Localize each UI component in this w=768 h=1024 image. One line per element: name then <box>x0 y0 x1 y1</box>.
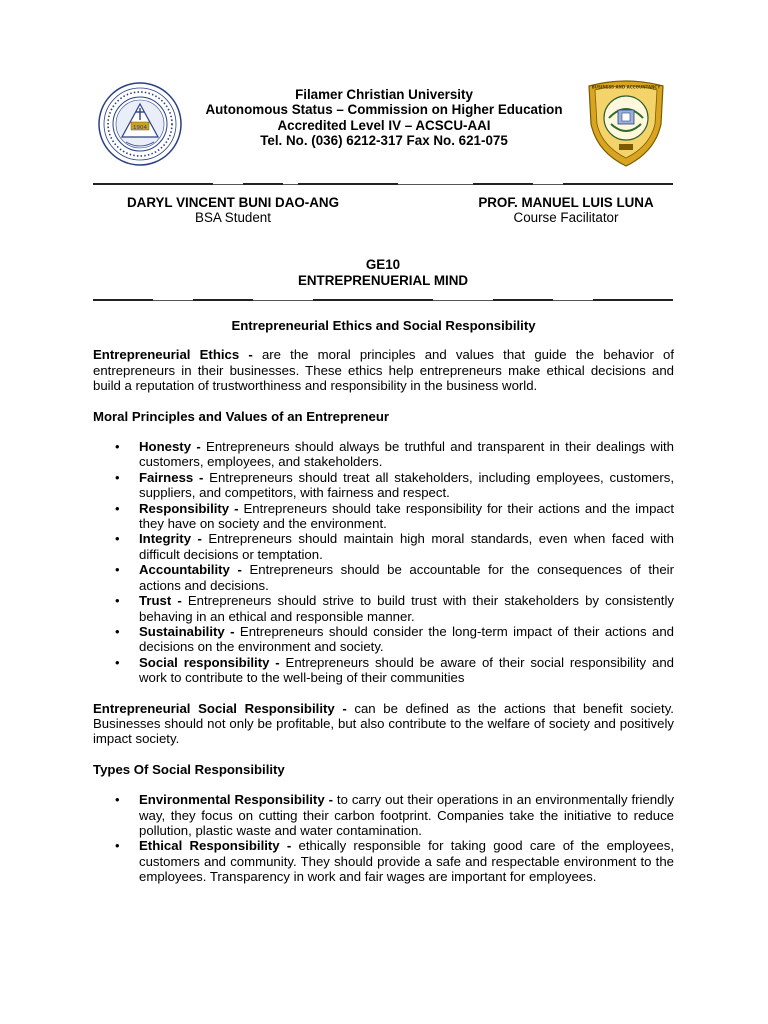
list-item: • Integrity - Entrepreneurs should maintain high moral standards, even when faced with difficult decisions or temptation. <box>115 531 674 562</box>
shield-banner-text: BUSINESS AND ACCOUNTANCY <box>591 84 661 90</box>
principles-heading: Moral Principles and Values of an Entrepreneur <box>93 408 390 424</box>
item-text: Entrepreneurs should treat all stakeholders, including employees, customers, suppliers, and competitors, with fairness and respect. <box>139 469 674 501</box>
types-heading: Types Of Social Responsibility <box>93 761 285 777</box>
csr-term: Entrepreneurial Social Responsibility - <box>93 700 347 716</box>
list-item: • Environmental Responsibility - to carry out their operations in an environmentally friendly way, they focus on cutting their carbon footprint. Companies take the initiative to reduce pollution, plastic waste and water contamination. <box>115 792 675 838</box>
item-term: Integrity - <box>139 531 202 547</box>
list-item: • Social responsibility - Entrepreneurs should be aware of their social responsibility and work to contribute to the well-being of their communities <box>115 654 674 686</box>
university-seal-logo <box>96 82 184 166</box>
facilitator-name: PROF. MANUEL LUIS LUNA <box>478 195 654 210</box>
item-text: Entrepreneurs should be aware of their social responsibility and work to contribute to the well-being of their communities <box>139 654 674 686</box>
item-text: to carry out their operations in an environmentally friendly way, they focus on cutting their carbon footprint. Companies take the initiative to reduce pollution, plastic waste and water contamination. <box>139 792 675 838</box>
ethics-text: are the moral principles and values that guide the behavior of entrepreneurs in their businesses. These ethics help entrepreneurs make ethical decisions and build a reputation of trustworthiness and responsibility in the business world. <box>93 347 675 394</box>
header-divider <box>93 183 673 186</box>
item-text: Entrepreneurs should be accountable for the consequences of their actions and decisions. <box>139 562 674 593</box>
author-block <box>93 195 673 229</box>
list-item: • Sustainability - Entrepreneurs should consider the long-term impact of their actions and decisions on the environment and society. <box>115 623 675 655</box>
item-text: Entrepreneurs should take responsibility for their actions and the impact they have on society and the environment. <box>139 500 674 532</box>
contact-numbers: Tel. No. (036) 6212-317 Fax No. 621-075 <box>260 133 508 149</box>
accreditation-level: Accredited Level IV – ACSCU-AAI <box>277 117 491 133</box>
list-item: • Ethical Responsibility - ethically responsible for taking good care of the employees, customers and community. They should provide a safe and respectable environment to the employees. Transparency in work and fair wages are important for employees. <box>115 838 675 885</box>
letterhead <box>184 87 584 149</box>
list-item: • Trust - Entrepreneurs should strive to build trust with their stakeholders by consistently behaving in an ethical and responsible manner. <box>115 593 674 624</box>
autonomous-status: Autonomous Status – Commission on Higher Education <box>205 102 563 118</box>
list-item: • Accountability - Entrepreneurs should be accountable for the consequences of their actions and decisions. <box>115 562 674 593</box>
item-term: Ethical Responsibility - <box>139 838 292 854</box>
course-title: ENTREPRENUERIAL MIND <box>297 272 469 288</box>
item-term: Responsibility - <box>139 500 239 516</box>
course-code: GE10 <box>365 257 401 272</box>
item-text: Entrepreneurs should consider the long-term impact of their actions and decisions on the environment and society. <box>139 623 675 655</box>
course-block <box>93 257 673 288</box>
types-list <box>93 792 674 884</box>
university-name: Filamer Christian University <box>295 87 473 102</box>
list-item: • Responsibility - Entrepreneurs should take responsibility for their actions and the impact they have on society and the environment. <box>115 500 674 532</box>
item-term: Environmental Responsibility - <box>139 792 333 808</box>
item-term: Accountability - <box>139 562 242 578</box>
list-item: • Honesty - Entrepreneurs should always be truthful and transparent in their dealings with customers, employees, and stakeholders. <box>115 439 674 470</box>
item-text: Entrepreneurs should always be truthful and transparent in their dealings with customers, employees, and stakeholders. <box>139 439 674 470</box>
document-body <box>93 318 674 885</box>
principles-list <box>93 439 674 686</box>
csr-definition <box>93 701 674 747</box>
item-term: Honesty - <box>139 439 201 455</box>
document-title: Entrepreneurial Ethics and Social Responsibility <box>231 318 536 333</box>
list-item: • Fairness - Entrepreneurs should treat all stakeholders, including employees, customers, suppliers, and competitors, with fairness and respect. <box>115 469 674 501</box>
item-text: Entrepreneurs should strive to build trust with their stakeholders by consistently behaving in an ethical and responsible manner. <box>139 593 674 624</box>
student-info <box>120 195 346 226</box>
csr-text: can be defined as the actions that benefit society. Businesses should not only be profitable, but also contribute to the welfare of society and positively impact society. <box>93 700 674 747</box>
student-role: BSA Student <box>195 210 271 226</box>
item-text: Entrepreneurs should maintain high moral standards, even when faced with difficult decisions or temptation. <box>139 531 674 562</box>
ethics-term: Entrepreneurial Ethics - <box>93 347 253 363</box>
ethics-definition <box>93 347 674 393</box>
item-term: Trust - <box>139 593 182 609</box>
item-term: Sustainability - <box>139 623 235 639</box>
item-term: Social responsibility - <box>139 654 280 670</box>
item-term: Fairness - <box>139 469 204 485</box>
student-name: DARYL VINCENT BUNI DAO-ANG <box>126 195 340 210</box>
item-text: ethically responsible for taking good care of the employees, customers and community. They should provide a safe and respectable environment to the employees. Transparency in work and fair wages are important for employees. <box>139 838 675 885</box>
college-shield-logo <box>585 78 667 168</box>
course-divider <box>93 299 673 302</box>
facilitator-info <box>473 195 659 226</box>
seal-year-text: 1904 <box>133 125 147 131</box>
facilitator-role: Course Facilitator <box>513 210 619 226</box>
